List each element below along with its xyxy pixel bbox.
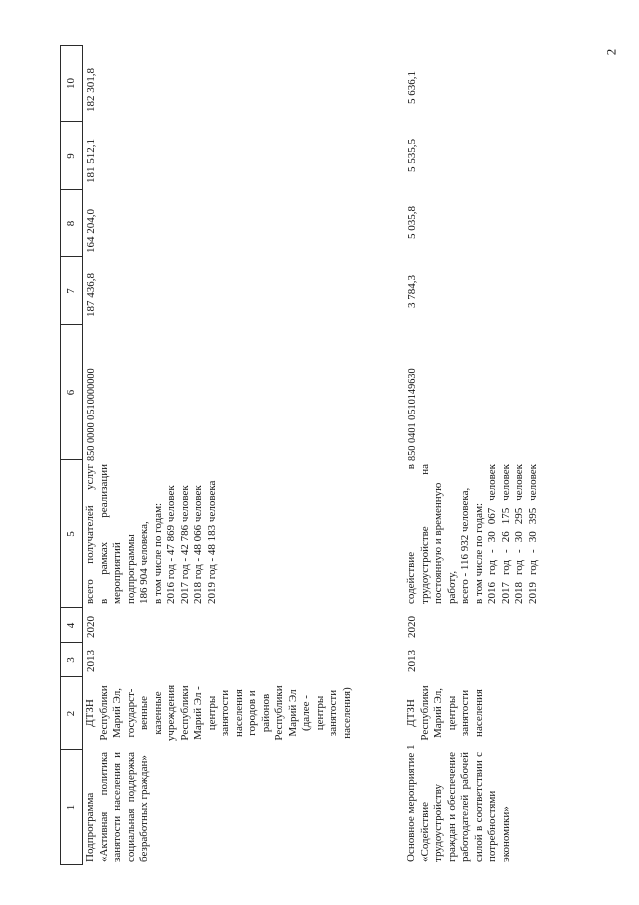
text-line: центры (313, 695, 326, 731)
row2-end-year: 2020 (406, 616, 418, 638)
header-bottom-rule (82, 45, 83, 865)
text-line: силой в соответствии с (472, 752, 485, 862)
row2-measure-name (405, 744, 513, 862)
text-line: потребностями (486, 790, 498, 862)
header-col-8: 8 (65, 220, 77, 227)
text-line: Марий Эл (286, 689, 299, 737)
row2-value-2016: 3 784,3 (406, 275, 418, 308)
text-line: в том числе по годам: (472, 502, 485, 604)
row1-budget-code: 850 0000 0510000000 (86, 368, 97, 461)
row1-value-2018: 181 512,1 (85, 139, 97, 183)
text-line: 2019 год - 48 183 человека (205, 480, 218, 604)
text-line: Марий Эл, (111, 687, 123, 739)
text-line: 2017 год - 42 786 человек (178, 485, 191, 604)
text-line: Подпрограмма (84, 792, 96, 862)
header-col-10: 10 (65, 78, 77, 89)
text-line: районов (259, 693, 272, 733)
text-line: 2017 год - 26 175 человек (499, 464, 512, 604)
row1-executor (84, 678, 354, 748)
text-line: Республики (97, 685, 110, 741)
header-col-1: 1 (65, 804, 77, 811)
text-line: 2019 год - 30 395 человек (526, 464, 539, 604)
header-col-2: 2 (65, 710, 77, 717)
text-line: всего получателей услуг (84, 464, 96, 604)
row2-executor (405, 678, 486, 748)
row2-budget-code: 850 0401 0510149630 (407, 368, 418, 461)
text-line: в том числе по годам: (151, 502, 164, 604)
text-line: казенные (151, 691, 164, 735)
text-line: 2016 год - 47 869 человек (165, 485, 177, 604)
row1-value-2017: 164 204,0 (85, 209, 97, 253)
page-number: 2 (603, 48, 619, 56)
text-line: граждан и обеспечение (445, 752, 458, 862)
text-line: центры (205, 695, 218, 731)
header-col-4: 4 (65, 622, 77, 629)
text-line: Республики (178, 685, 191, 741)
text-line: 2018 год - 48 066 человек (192, 485, 204, 604)
text-line: экономики» (499, 806, 512, 862)
text-line: Республики (273, 685, 285, 741)
header-col-3: 3 (65, 657, 77, 663)
text-line: безработных граждан» (138, 755, 150, 862)
text-line: постоянную и временную (432, 482, 444, 604)
row2-value-2017: 5 035,8 (406, 206, 418, 239)
text-line: ДТЗН (84, 699, 96, 727)
text-line: мероприятий (111, 542, 123, 604)
text-line: работу, (445, 570, 458, 604)
text-line: Основное мероприятие 1 (405, 744, 417, 862)
text-line: населения (472, 689, 485, 737)
text-line: трудоустройству (432, 784, 444, 862)
row2-start-year: 2013 (406, 650, 418, 672)
text-line: всего - 116 932 человека, (459, 487, 471, 604)
row1-value-2019: 182 301,8 (85, 68, 97, 112)
text-line: занятости (327, 689, 339, 737)
text-line: учреждения (165, 684, 177, 742)
row1-indicator (84, 464, 219, 604)
text-line: венные (138, 695, 150, 731)
budget-table (60, 45, 590, 865)
text-line: Республики (418, 685, 431, 741)
text-line: «Содействие (418, 801, 431, 862)
header-col-6: 6 (65, 389, 77, 396)
text-line: (далее - (300, 695, 312, 731)
text-line: занятости (459, 689, 471, 737)
text-line: занятости населения и (111, 752, 123, 862)
row1-program-name (84, 752, 152, 862)
header-col-9: 9 (65, 153, 77, 159)
text-line: занятости (219, 689, 231, 737)
text-line: «Активная политика (97, 752, 110, 862)
text-line: в рамках реализации (97, 464, 110, 604)
text-line: содействие в (405, 464, 417, 604)
text-line: работодателей рабочей (459, 752, 471, 862)
text-line: социальная поддержка (124, 752, 137, 862)
text-line: городов и (246, 690, 258, 736)
row1-value-2016: 187 436,8 (85, 273, 97, 317)
header-col-5: 5 (65, 531, 77, 537)
text-line: Марий Эл, (432, 687, 444, 739)
row2-value-2019: 5 636,1 (406, 71, 418, 104)
row1-start-year: 2013 (85, 650, 97, 672)
text-line: населения) (340, 687, 353, 739)
row2-indicator (405, 464, 540, 604)
text-line: государст- (124, 688, 137, 738)
text-line: Марий Эл - (192, 686, 204, 740)
text-line: 186 904 человека, (138, 521, 150, 604)
row2-value-2018: 5 535,5 (406, 139, 418, 172)
text-line: 2018 год - 30 295 человек (513, 464, 525, 604)
text-line: 2016 год - 30 067 человек (486, 464, 498, 604)
header-col-7: 7 (65, 288, 77, 294)
text-line: центры (445, 695, 458, 731)
row1-end-year: 2020 (85, 616, 97, 638)
text-line: трудоустройстве на (418, 464, 431, 604)
text-line: населения (232, 689, 245, 737)
text-line: ДТЗН (405, 699, 417, 727)
text-line: подпрограммы (124, 534, 137, 604)
